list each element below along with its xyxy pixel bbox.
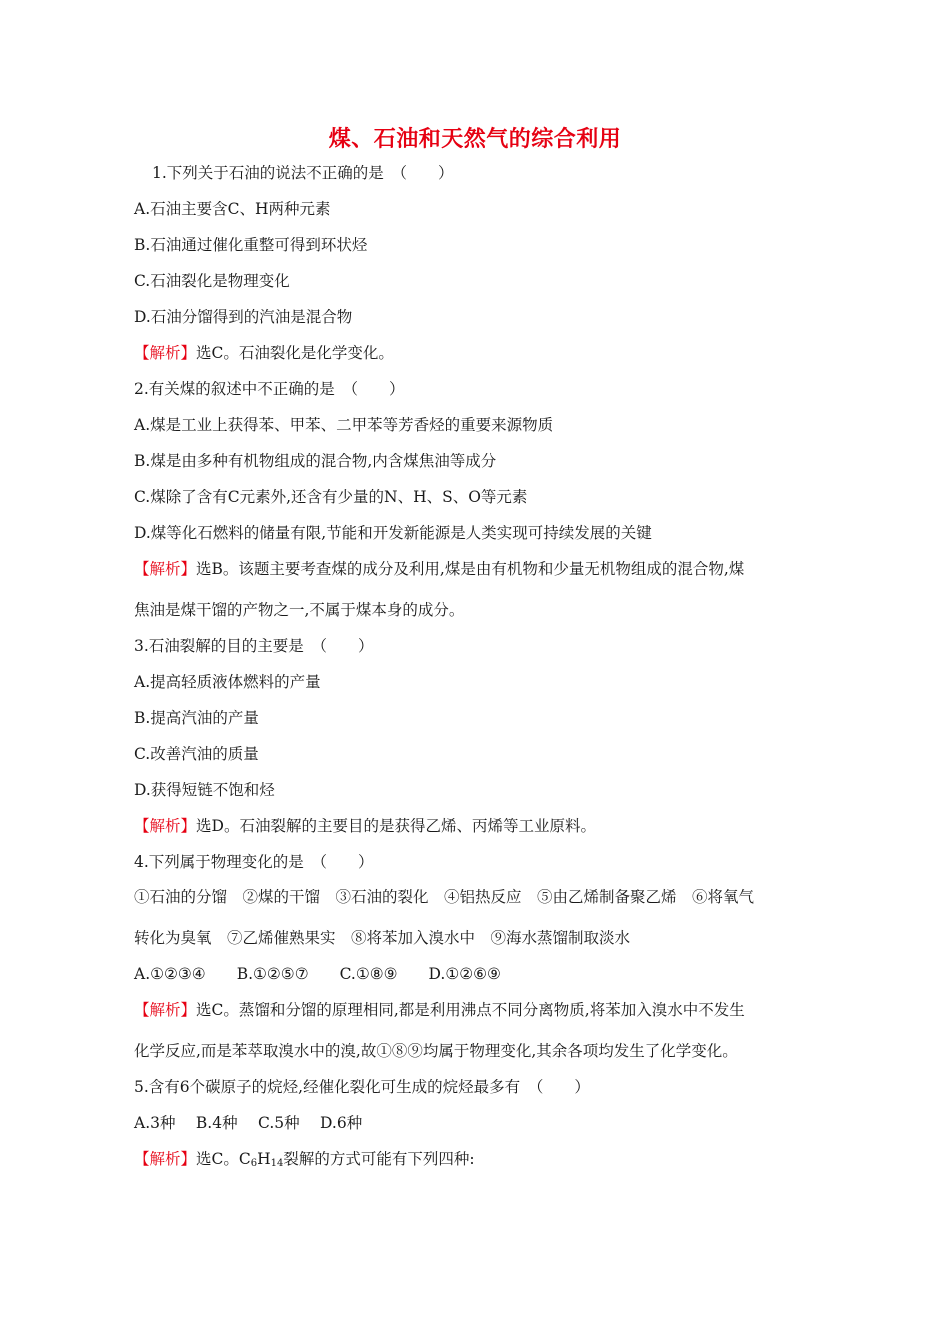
q2-analysis-text-1: 选B。该题主要考查煤的成分及利用,煤是由有机物和少量无机物组成的混合物,煤 xyxy=(196,560,745,578)
q2-option-b: B.煤是由多种有机物组成的混合物,内含煤焦油等成分 xyxy=(134,452,497,470)
q2-option-a: A.煤是工业上获得苯、甲苯、二甲苯等芳香烃的重要来源物质 xyxy=(134,416,554,434)
q4-options: A.①②③④ B.①②⑤⑦ C.①⑧⑨ D.①②⑥⑨ xyxy=(134,965,501,983)
q1-option-a: A.石油主要含C、H两种元素 xyxy=(134,200,331,218)
q1-option-d: D.石油分馏得到的汽油是混合物 xyxy=(134,308,353,326)
q1-analysis-text: 选C。石油裂化是化学变化。 xyxy=(196,344,394,362)
q3-option-b: B.提高汽油的产量 xyxy=(134,709,259,727)
q3-option-d: D.获得短链不饱和烃 xyxy=(134,781,275,799)
analysis-tag: 【解析】 xyxy=(134,344,197,362)
q2-analysis-cont: 焦油是煤干馏的产物之一,不属于煤本身的成分。 xyxy=(134,601,465,619)
q3-analysis xyxy=(134,816,596,836)
q1-option-b: B.石油通过催化重整可得到环状烃 xyxy=(134,236,368,254)
q2-stem: 2.有关煤的叙述中不正确的是 （ ） xyxy=(134,380,405,398)
formula-h: H xyxy=(257,1150,271,1168)
q4-analysis xyxy=(134,1000,745,1020)
q4-items-2: 转化为臭氧 ⑦乙烯催熟果实 ⑧将苯加入溴水中 ⑨海水蒸馏制取淡水 xyxy=(134,929,631,947)
q3-stem: 3.石油裂解的目的主要是 （ ） xyxy=(134,637,374,655)
q2-option-d: D.煤等化石燃料的储量有限,节能和开发新能源是人类实现可持续发展的关键 xyxy=(134,524,652,542)
analysis-tag: 【解析】 xyxy=(134,817,197,835)
q2-option-c: C.煤除了含有C元素外,还含有少量的N、H、S、O等元素 xyxy=(134,488,528,506)
q2-analysis xyxy=(134,559,744,579)
analysis-tag: 【解析】 xyxy=(134,1001,197,1019)
q3-option-c: C.改善汽油的质量 xyxy=(134,745,259,763)
q5-options: A.3种 B.4种 C.5种 D.6种 xyxy=(134,1114,363,1132)
q4-items-1: ①石油的分馏 ②煤的干馏 ③石油的裂化 ④铝热反应 ⑤由乙烯制备聚乙烯 ⑥将氧气 xyxy=(134,888,755,906)
q4-analysis-cont: 化学反应,而是苯萃取溴水中的溴,故①⑧⑨均属于物理变化,其余各项均发生了化学变化。 xyxy=(134,1042,738,1060)
q3-option-a: A.提高轻质液体燃料的产量 xyxy=(134,673,321,691)
formula-subscript-6: 6 xyxy=(250,1158,258,1169)
q4-stem: 4.下列属于物理变化的是 （ ） xyxy=(134,853,374,871)
page-title: 煤、石油和天然气的综合利用 xyxy=(328,127,622,152)
q5-analysis xyxy=(134,1149,475,1174)
q5-analysis-post: 裂解的方式可能有下列四种: xyxy=(283,1150,475,1168)
q5-analysis-pre: 选C。C xyxy=(196,1150,251,1168)
formula-subscript-14: 14 xyxy=(270,1158,284,1169)
q5-stem: 5.含有6个碳原子的烷烃,经催化裂化可生成的烷烃最多有 （ ） xyxy=(134,1078,590,1096)
q1-analysis xyxy=(134,343,394,363)
analysis-tag: 【解析】 xyxy=(134,1150,197,1168)
q1-stem: 1.下列关于石油的说法不正确的是 （ ） xyxy=(152,164,454,182)
q4-analysis-text-1: 选C。蒸馏和分馏的原理相同,都是利用沸点不同分离物质,将苯加入溴水中不发生 xyxy=(196,1001,745,1019)
analysis-tag: 【解析】 xyxy=(134,560,197,578)
q3-analysis-text: 选D。石油裂解的主要目的是获得乙烯、丙烯等工业原料。 xyxy=(196,817,596,835)
q1-option-c: C.石油裂化是物理变化 xyxy=(134,272,290,290)
